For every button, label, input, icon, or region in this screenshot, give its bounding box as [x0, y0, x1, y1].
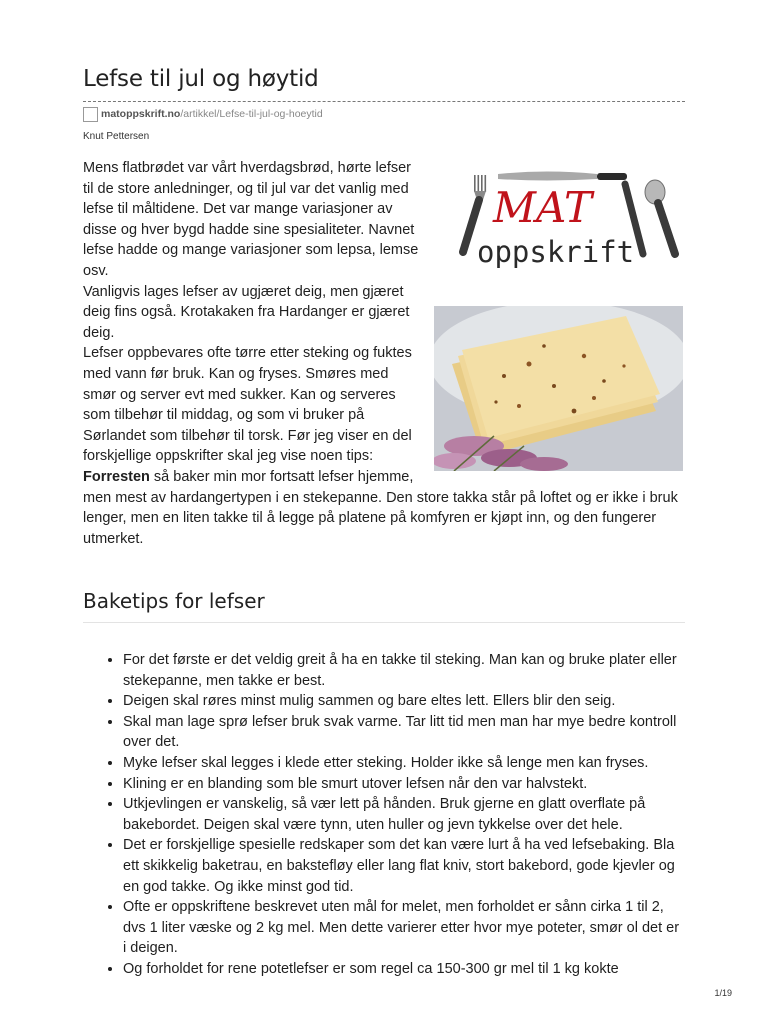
source-link[interactable] [101, 108, 323, 120]
list-item: • Klining er en blanding som ble smurt utover lefsen når den var halvstekt. [123, 774, 685, 795]
knife-icon [498, 172, 627, 181]
spoon-icon [645, 180, 675, 254]
forresten-bold: Forresten [83, 468, 150, 485]
list-item: • Skal man lage sprø lefser bruk svak varme. Tar litt tid men man har mye bedre kontroll over det. [123, 712, 685, 753]
section-divider [83, 622, 685, 623]
page-number: 1/19 [714, 988, 732, 998]
list-item: • Det er forskjellige spesielle redskaper som det kan være lurt å ha ved lefsebaking. Bla ett skikkelig baketrau, en bakstefløy eller lang flat kniv, stort bakebord, gode kjevler og en god takke. Og ikke minst god tid. [123, 835, 685, 897]
forresten-text: så baker min mor fortsatt lefser hjemme, men mest av hardangertypen i en stekepanne. Den store takka står på loftet og er ikke i bruk lenger, men en liten takke til å legge på platene på komfyren er kjøpt inn, og den fungerer utmerket. [83, 468, 678, 547]
intro-text [83, 158, 685, 549]
intro-paragraph-1: Mens flatbrødet var vårt hverdagsbrød, hørte lefser til de store anledninger, og til jul var det vanlig med lefse til måltidene. Det var mange variasjoner av disse og hver bygd hadde sine spesialiteter. Navnet lefse hadde og mange variasjoner som lepsa, lemse osv. [83, 160, 419, 279]
section-heading: Baketips for lefser [83, 589, 265, 613]
lefse-photo [434, 306, 683, 471]
list-item: • Deigen skal røres minst mulig sammen og bare eltes lett. Ellers blir den seig. [123, 691, 685, 712]
list-item: • Utkjevlingen er vanskelig, så vær lett på hånden. Bruk gjerne en glatt overflate på bakebordet. Deigen skal være tynn, uten huller og jevn tykkelse over det hele. [123, 794, 685, 835]
intro-paragraph-3: Lefser oppbevares ofte tørre etter steking og fuktes med vann før bruk. Kan og fryses. Smøres med smør og server evt med sukker. Kan og serveres som tilbehør til middag, og som vi bruker på Sørlandet som tilbehør til torsk. Før jeg viser en del forskjellige oppskrifter skal jeg vise noen tips: [83, 345, 412, 465]
list-item: • Ofte er oppskriftene beskrevet uten mål for melet, men forholdet er sånn cirka 1 til 2, dvs 1 liter væske og 2 kg mel. Men dette varierer etter hvor mye poteter, smør ol det er i deigen. [123, 897, 685, 959]
logo-word-mat: MAT [493, 183, 593, 232]
tips-list [83, 650, 685, 980]
page-title: Lefse til jul og høytid [83, 66, 319, 92]
source-path: /artikkel/Lefse-til-jul-og-hoeytid [180, 108, 323, 120]
source-domain: matoppskrift.no [101, 108, 181, 120]
matoppskrift-logo [437, 170, 683, 270]
article-images [433, 158, 685, 473]
list-item: • Myke lefser skal legges i klede etter steking. Holder ikke så lenge men kan fryses. [123, 753, 685, 774]
author-name: Knut Pettersen [83, 131, 150, 142]
title-divider [83, 101, 685, 102]
intro-paragraph-4 [83, 467, 685, 549]
logo-word-oppskrift: oppskrift [477, 235, 635, 269]
list-item: • Og forholdet for rene potetlefser er som regel ca 150-300 gr mel til 1 kg kokte [123, 959, 685, 980]
list-item: • For det første er det veldig greit å ha en takke til steking. Man kan og bruke plater eller stekepanne, men takke er best. [123, 650, 685, 691]
source-line [83, 106, 323, 122]
intro-paragraph-2: Vanligvis lages lefser av ugjæret deig, men gjæret deig fins også. Krotakaken fra Hardanger er gjæret deig. [83, 283, 410, 341]
favicon-icon [83, 107, 98, 122]
